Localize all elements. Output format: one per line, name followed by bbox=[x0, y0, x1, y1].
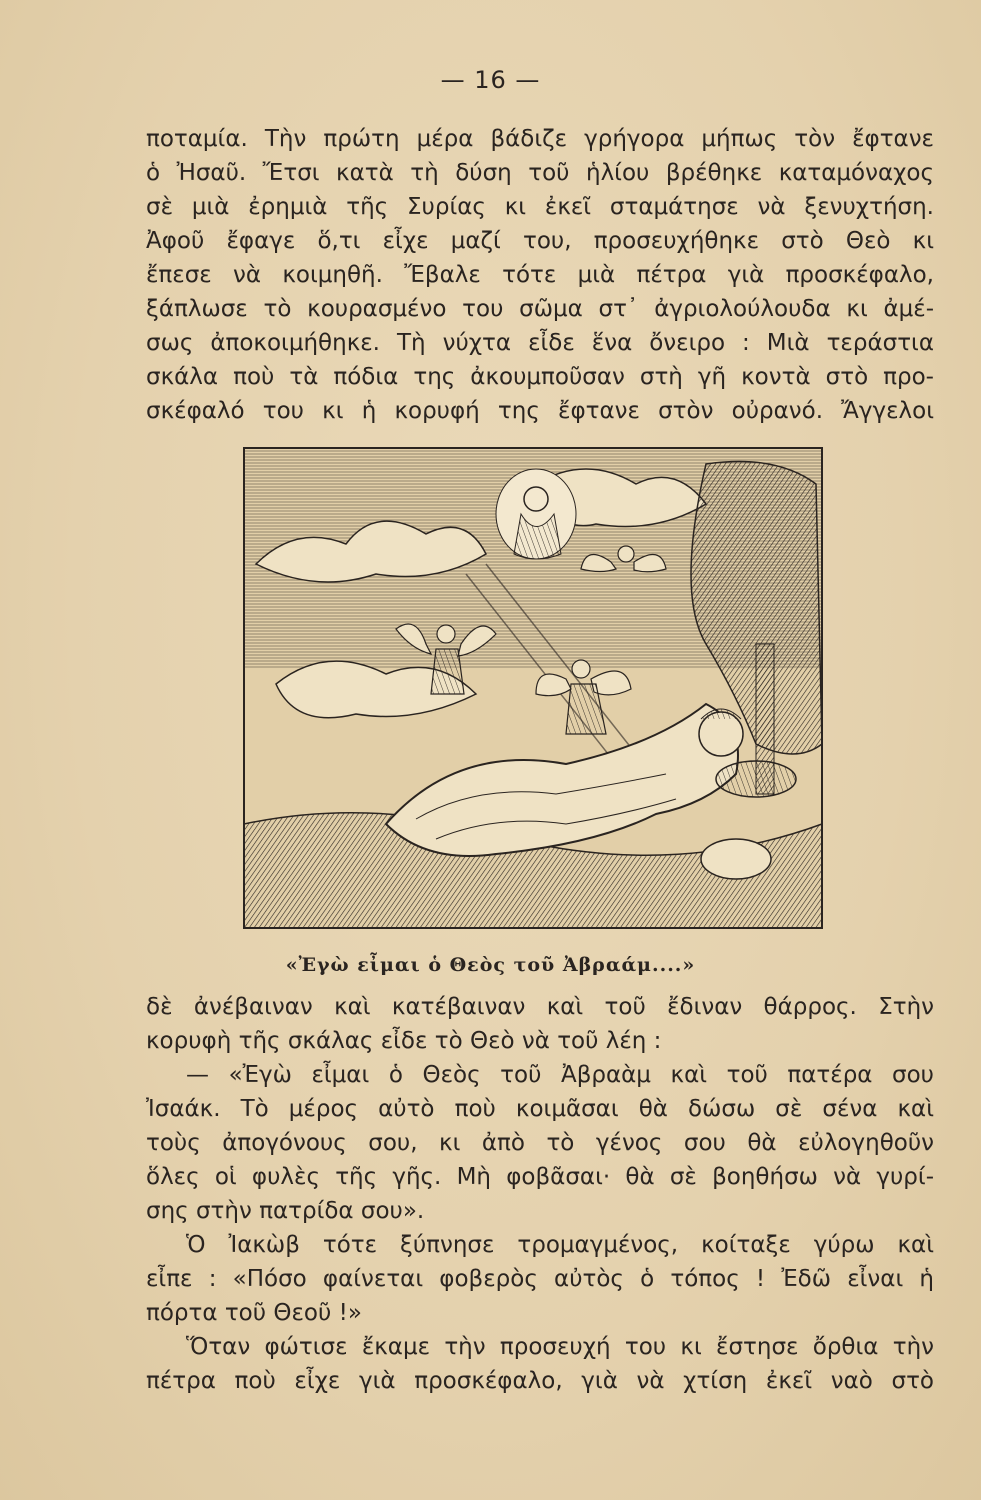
text-line: ἔπεσε νὰ κοιμηθῆ. Ἔβαλε τότε μιὰ πέτρα γιὰ προσκέφαλο, bbox=[146, 262, 934, 288]
text-line: τοὺς ἀπογόνους σου, κι ἀπὸ τὸ γένος σου θὰ εὐλογηθοῦν bbox=[146, 1130, 934, 1156]
page-number: — 16 — bbox=[440, 66, 541, 94]
figure-caption: «Ἐγὼ εἶμαι ὁ Θεὸς τοῦ Ἀβραάμ....» bbox=[285, 954, 696, 976]
text-line: Ὅταν φώτισε ἔκαμε τὴν προσευχή του κι ἔστησε ὄρθια τὴν bbox=[186, 1334, 934, 1360]
text-line: κορυφὴ τῆς σκάλας εἶδε τὸ Θεὸ νὰ τοῦ λέη : bbox=[146, 1028, 662, 1054]
jacobs-ladder-engraving bbox=[236, 444, 828, 934]
text-line: Ἰσαάκ. Τὸ μέρος αὐτὸ ποὺ κοιμᾶσαι θὰ δώσω σὲ σένα καὶ bbox=[146, 1096, 934, 1122]
text-line: δὲ ἀνέβαιναν καὶ κατέβαιναν καὶ τοῦ ἔδιναν θάρρος. Στὴν bbox=[146, 994, 934, 1020]
text-line: ποταμία. Τὴν πρώτη μέρα βάδιζε γρήγορα μήπως τὸν ἔφτανε bbox=[146, 126, 934, 152]
text-line: ὅλες οἱ φυλὲς τῆς γῆς. Μὴ φοβᾶσαι· θὰ σὲ βοηθήσω νὰ γυρί- bbox=[146, 1164, 934, 1190]
paragraph-top bbox=[146, 122, 934, 428]
text-line: Ὁ Ἰακὼβ τότε ξύπνησε τρομαγμένος, κοίταξε γύρω καὶ bbox=[186, 1232, 934, 1258]
text-line: σως ἀποκοιμήθηκε. Τὴ νύχτα εἶδε ἕνα ὄνειρο : Μιὰ τεράστια bbox=[146, 330, 934, 356]
text-line: πέτρα ποὺ εἶχε γιὰ προσκέφαλο, γιὰ νὰ χτίση ἐκεῖ ναὸ στὸ bbox=[146, 1368, 934, 1394]
text-line: σκέφαλό του κι ἡ κορυφή της ἔφτανε στὸν οὐρανό. Ἄγγελοι bbox=[146, 398, 934, 424]
text-line: σκάλα ποὺ τὰ πόδια της ἀκουμποῦσαν στὴ γῆ κοντὰ στὸ προ- bbox=[146, 364, 934, 390]
text-line: ὁ Ἠσαῦ. Ἔτσι κατὰ τὴ δύση τοῦ ἡλίου βρέθηκε καταμόναχος bbox=[146, 160, 934, 186]
text-line: πόρτα τοῦ Θεοῦ !» bbox=[146, 1300, 362, 1326]
paragraph-bottom bbox=[146, 990, 934, 1398]
text-line: — «Ἐγὼ εἶμαι ὁ Θεὸς τοῦ Ἀβραὰμ καὶ τοῦ πατέρα σου bbox=[186, 1062, 934, 1088]
text-line: σης στὴν πατρίδα σου». bbox=[146, 1198, 425, 1224]
text-line: ξάπλωσε τὸ κουρασμένο του σῶμα στ᾿ ἀγριολούλουδα κι ἀμέ- bbox=[146, 296, 934, 322]
engraving-illustration bbox=[236, 444, 828, 934]
text-line: Ἀφοῦ ἔφαγε ὅ,τι εἶχε μαζί του, προσευχήθηκε στὸ Θεὸ κι bbox=[146, 228, 934, 254]
text-line: εἶπε : «Πόσο φαίνεται φοβερὸς αὐτὸς ὁ τόπος ! Ἐδῶ εἶναι ἡ bbox=[146, 1266, 934, 1292]
text-line: σὲ μιὰ ἐρημιὰ τῆς Συρίας κι ἐκεῖ σταμάτησε νὰ ξενυχτήση. bbox=[146, 194, 934, 220]
